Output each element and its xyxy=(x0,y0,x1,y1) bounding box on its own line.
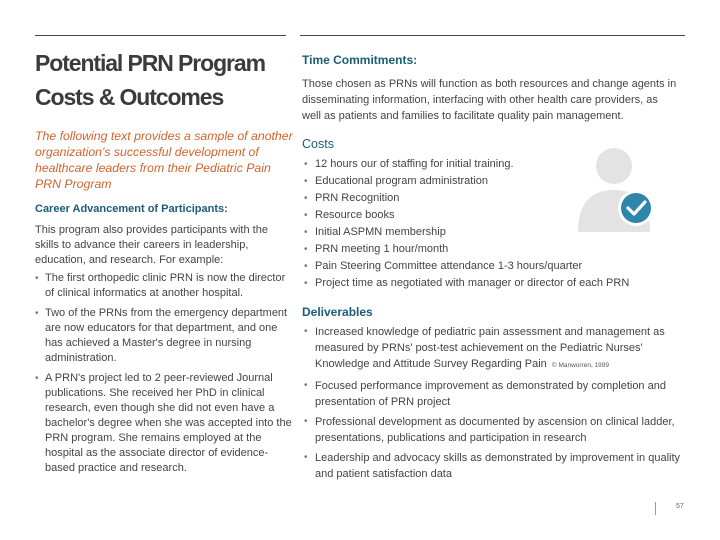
list-item: • Focused performance improvement as demonstrated by completion and presentation of PRN project xyxy=(302,378,685,410)
top-rule-right xyxy=(300,35,685,36)
list-item: • PRN Recognition xyxy=(302,190,692,207)
title-line-1: Potential PRN Program xyxy=(35,50,265,76)
right-column xyxy=(302,52,692,486)
list-item: • PRN meeting 1 hour/month xyxy=(302,241,692,258)
list-item: • 12 hours our of staffing for initial training. xyxy=(302,156,692,173)
list-item: • Professional development as documented by ascension on clinical ladder, presentations, publications and participation in research xyxy=(302,414,685,446)
list-item: • A PRN's project led to 2 peer-reviewed Journal publications. She received her PhD in clinical research, even though she did not even have a bachelor's degree when she was accepted into the PRN program. She remains employed at the hospital as the associate director of evidence-based practice and research. xyxy=(35,371,293,476)
list-item: • Pain Steering Committee attendance 1-3 hours/quarter xyxy=(302,258,692,275)
deliverable-text: Increased knowledge of pediatric pain assessment and management as measured by PRNs' post-test achievement on the Pediatric Nurses' Knowledge and Attitude Survey Regarding Pain xyxy=(315,326,665,370)
career-bullet-list xyxy=(35,271,293,476)
footer-divider xyxy=(655,502,656,515)
list-item xyxy=(302,324,685,374)
deliverables-section xyxy=(302,304,692,482)
career-body: This program also provides participants with the skills to advance their careers in leadership, education, and research. For example: xyxy=(35,224,268,266)
deliverables-heading: Deliverables xyxy=(302,305,373,319)
intro-text: The following text provides a sample of another organization's successful development of healthcare leaders from their Pediatric Pain PRN Program xyxy=(35,129,293,191)
page-title xyxy=(35,46,293,114)
list-item: • Two of the PRNs from the emergency department are now educators for that department, and one has achieved a Master's degree in nursing administration. xyxy=(35,306,293,366)
deliverables-list xyxy=(302,324,692,482)
page-number: 57 xyxy=(676,503,684,510)
list-item: • The first orthopedic clinic PRN is now the director of clinical informatics at another hospital. xyxy=(35,271,293,301)
list-item: • Project time as negotiated with manager or director of each PRN xyxy=(302,275,692,292)
time-body: Those chosen as PRNs will function as both resources and change agents in disseminating information, interfacing with other health care providers, as well as patients and families to facilitate quality pain management. xyxy=(302,78,677,122)
time-heading: Time Commitments: xyxy=(302,53,418,67)
person-check-icon xyxy=(572,140,668,236)
left-column xyxy=(35,46,293,481)
copyright-note: © Manworren, 1999 xyxy=(551,362,610,369)
list-item: • Educational program administration xyxy=(302,173,692,190)
list-item: • Initial ASPMN membership xyxy=(302,224,692,241)
costs-heading: Costs xyxy=(302,137,334,151)
list-item: • Resource books xyxy=(302,207,692,224)
list-item: • Leadership and advocacy skills as demonstrated by improvement in quality and patient satisfaction data xyxy=(302,450,685,482)
title-line-2: Costs & Outcomes xyxy=(35,84,224,110)
career-heading: Career Advancement of Participants: xyxy=(35,203,228,215)
top-rule-left xyxy=(35,35,286,36)
